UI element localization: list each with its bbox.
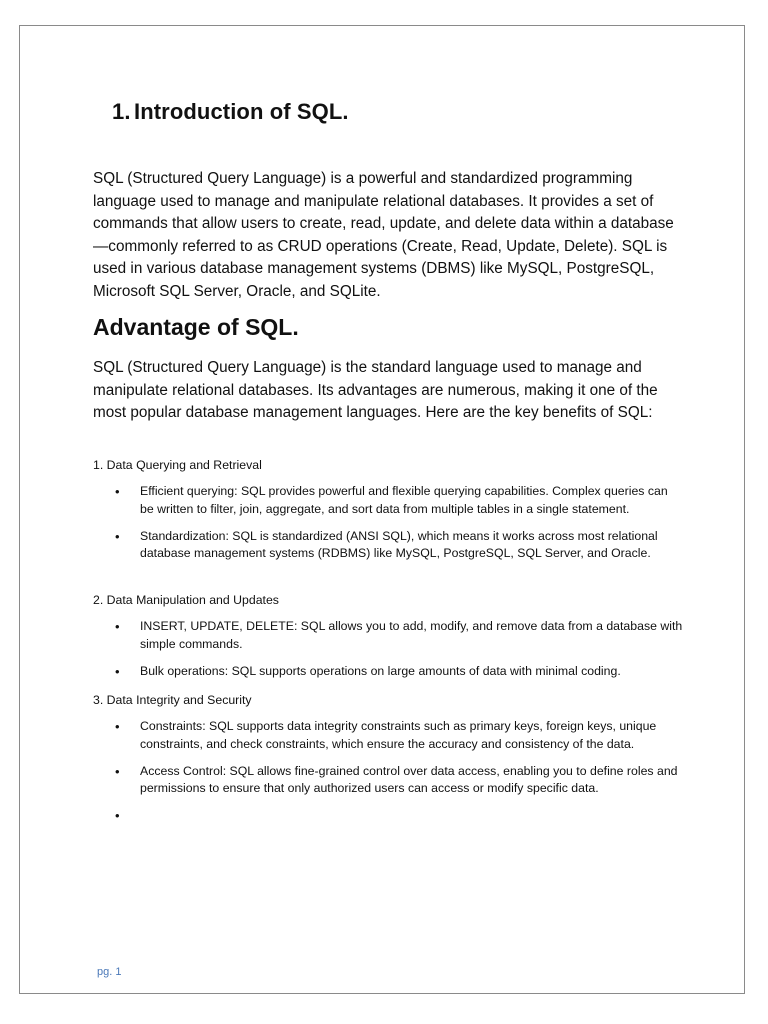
advantage-heading: Advantage of SQL. [93,314,299,340]
bullet-icon: • [115,808,120,824]
bullet-icon: • [115,719,120,734]
intro-paragraph: SQL (Structured Query Language) is a powerful and standardized programming language used to manage and manipulate relational databases. It provides a set of commands that allow users to create, read, update, and delete data within a database—commonly referred to as CRUD operations (Create, Read, Update, Delete). SQL is used in various database management systems (DBMS) like MySQL, PostgreSQL, Microsoft SQL Server, Oracle, and SQLite. [93,170,674,300]
bullet-icon: • [115,619,120,634]
list-item [93,718,683,753]
bullet-text: Standardization: SQL is standardized (ANSI SQL), which means it works across most relational database management systems (RDBMS) like MySQL, PostgreSQL, SQL Server, and Oracle. [140,528,658,561]
bullet-icon: • [115,484,120,499]
bullet-text: Efficient querying: SQL provides powerful and flexible querying capabilities. Complex queries can be written to filter, join, aggregate, and sort data from multiple tables in a single statement. [140,484,668,516]
section-title-manipulation: 2. Data Manipulation and Updates [93,593,279,607]
bullet-list-manipulation [93,618,683,690]
bullet-text: INSERT, UPDATE, DELETE: SQL allows you to add, modify, and remove data from a database with simple commands. [140,619,683,651]
list-item [93,663,683,681]
bullet-icon: • [115,663,120,679]
bullet-text: Bulk operations: SQL supports operations on large amounts of data with minimal coding. [140,663,621,678]
bullet-list-integrity [93,718,683,824]
page-number: pg. 1 [97,966,122,978]
list-item [93,763,683,798]
bullet-icon: • [115,763,120,779]
heading-title: Introduction of SQL. [134,99,349,124]
list-item [93,528,683,563]
list-item [93,618,683,653]
bullet-list-querying [93,483,683,572]
section-title-querying: 1. Data Querying and Retrieval [93,458,262,472]
bullet-text: Constraints: SQL supports data integrity constraints such as primary keys, foreign keys, unique constraints, and check constraints, which ensure the accuracy and consistency of the data. [140,719,657,751]
heading-number: 1. [112,99,131,124]
advantage-paragraph: SQL (Structured Query Language) is the standard language used to manage and manipulate relational databases. Its advantages are numerous, making it one of the most popular database management languages. Here are the key benefits of SQL: [93,359,658,422]
page-title [112,99,349,125]
section-title-integrity: 3. Data Integrity and Security [93,693,252,707]
document-page [19,25,745,994]
list-item [93,483,683,518]
bullet-text: Access Control: SQL allows fine-grained control over data access, enabling you to define roles and permissions to ensure that only authorized users can access or modify specific data. [140,763,678,796]
bullet-icon: • [115,528,120,544]
